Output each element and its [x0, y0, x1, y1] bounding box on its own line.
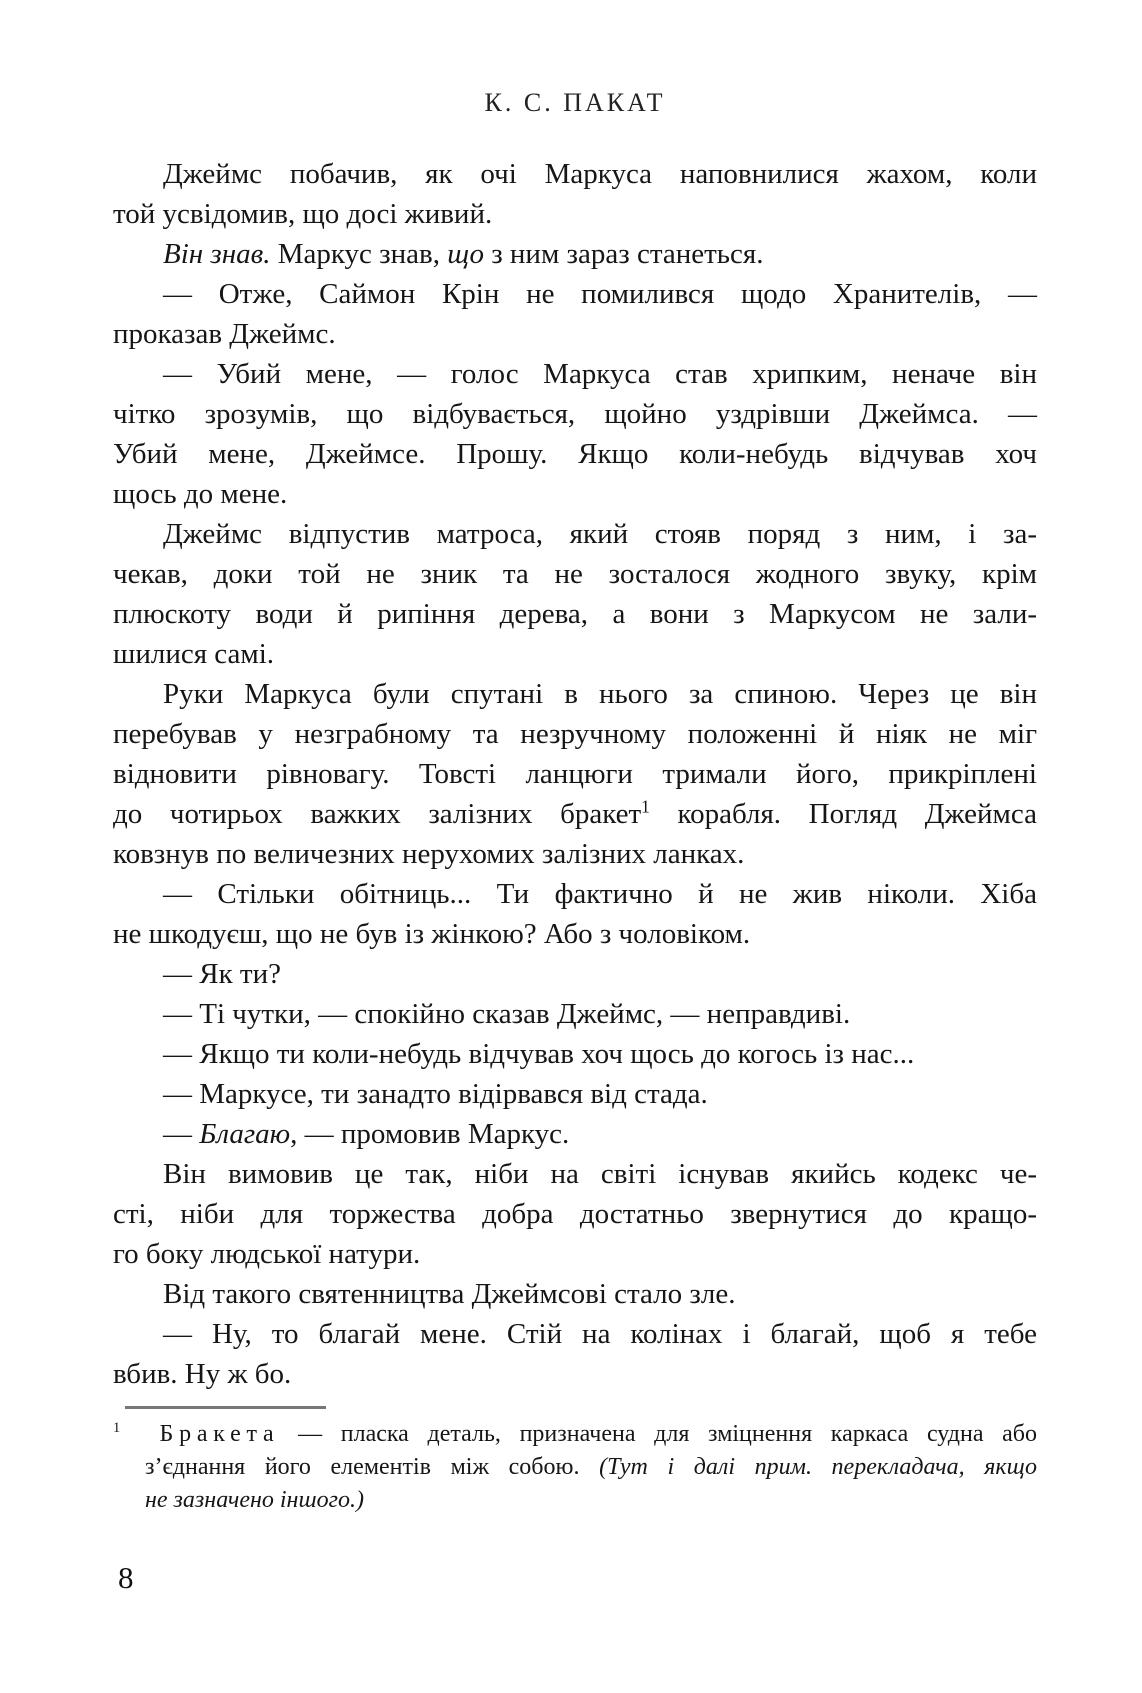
text-run: — Ті чутки, — спокійно сказав Джеймс, — неправдиві. — [163, 998, 851, 1030]
text-run: корабля. Погляд Джеймса — [649, 798, 1037, 830]
text-run: перебував у незграбному та незручному положенні й ніяк не міг — [113, 718, 1037, 750]
body-text — [113, 154, 1037, 1394]
text-line — [113, 794, 1037, 834]
text-run: Маркус знав, — [270, 238, 448, 270]
text-run: той усвідомив, що досі живий. — [113, 198, 493, 230]
paragraph — [113, 274, 1037, 354]
text-line — [113, 394, 1037, 434]
text-line — [113, 594, 1037, 634]
text-run: Він знав. — [163, 238, 271, 270]
text-run — [122, 1421, 159, 1447]
text-run: проказав Джеймс. — [113, 318, 336, 350]
text-run: плюскоту води й рипіння дерева, а вони з Маркусом не зали- — [113, 598, 1037, 630]
text-run: — Убий мене, — голос Маркуса став хрипким, неначе він — [163, 358, 1037, 390]
text-run: Від такого святенництва Джеймсові стало зле. — [163, 1278, 736, 1310]
footnote-ref: 1 — [641, 796, 650, 817]
text-line — [113, 834, 1037, 874]
text-line — [113, 914, 1037, 954]
text-run: , — промовив Маркус. — [290, 1118, 570, 1150]
text-line — [113, 234, 1037, 274]
paragraph — [113, 1034, 1037, 1074]
paragraph — [113, 1274, 1037, 1314]
text-run: Він вимовив це так, ніби на світі існував якийсь кодекс че- — [163, 1158, 1037, 1190]
text-line — [113, 994, 1037, 1034]
running-header: К. С. ПАКАТ — [484, 88, 666, 117]
text-line — [113, 434, 1037, 474]
text-line — [113, 1114, 1037, 1154]
text-line — [113, 714, 1037, 754]
text-run: що — [447, 238, 484, 270]
footnote-line: 1 Бракета — пласка деталь, призначена для зміцнення каркаса судна або — [113, 1420, 1038, 1447]
text-line — [113, 874, 1037, 914]
text-run: чекав, доки той не зник та не зосталося жодного звуку, крім — [113, 558, 1037, 590]
text-line — [113, 314, 1037, 354]
paragraph — [113, 674, 1037, 874]
footnote-line — [145, 1484, 1037, 1517]
text-line — [113, 1154, 1037, 1194]
text-run: Джеймс відпустив матроса, який стояв поряд з ним, і за- — [163, 518, 1037, 550]
text-run: Джеймс побачив, як очі Маркуса наповнилися жахом, коли — [163, 158, 1037, 190]
text-run: — Маркусе, ти занадто відірвався від стада. — [163, 1078, 708, 1110]
text-run: вбив. Ну ж бо. — [113, 1358, 292, 1390]
text-line — [113, 1354, 1037, 1394]
text-line — [113, 1274, 1037, 1314]
page-number: 8 — [118, 1560, 134, 1595]
text-run: — Отже, Саймон Крін не помилився щодо Хранителів, — — [163, 278, 1037, 310]
text-run: сті, ніби для торжества добра достатньо звернутися до кращо- — [113, 1198, 1037, 1230]
text-line — [113, 514, 1037, 554]
text-run: — Стільки обітниць... Ти фактично й не жив ніколи. Хіба — [163, 878, 1037, 910]
text-run: ковзнув по величезних нерухомих залізних ланках. — [113, 838, 745, 870]
text-line — [113, 674, 1037, 714]
text-line — [113, 754, 1037, 794]
text-run: Бракета — [159, 1421, 280, 1447]
text-run: — Як ти? — [163, 958, 281, 990]
paragraph — [113, 1074, 1037, 1114]
page-content — [113, 0, 1037, 1693]
text-line — [113, 274, 1037, 314]
text-run: — — [163, 1118, 200, 1150]
text-run: до чотирьох важких залізних бракет — [113, 798, 642, 830]
text-run: не зазначено іншого.) — [145, 1487, 364, 1513]
paragraph — [113, 994, 1037, 1034]
footnote-line — [145, 1451, 1037, 1484]
text-run: (Тут і далі прим. перекладача, якщо — [599, 1454, 1038, 1480]
text-line — [113, 474, 1037, 514]
text-line — [113, 1034, 1037, 1074]
paragraph — [113, 154, 1037, 234]
text-line — [113, 1074, 1037, 1114]
paragraph — [113, 1154, 1037, 1274]
text-run: щось до мене. — [113, 478, 288, 510]
footnote-separator — [125, 1406, 326, 1409]
text-run: з’єднання його елементів між собою. — [145, 1454, 600, 1480]
text-run: шилися самі. — [113, 638, 275, 670]
footnote — [113, 1418, 1037, 1517]
text-line — [113, 194, 1037, 234]
text-run: відновити рівновагу. Товсті ланцюги тримали його, прикріплені — [113, 758, 1037, 790]
text-run: чітко зрозумів, що відбувається, щойно уздрівши Джеймса. — — [113, 398, 1037, 430]
text-line — [113, 954, 1037, 994]
text-run: Руки Маркуса були спутані в нього за спиною. Через це він — [163, 678, 1037, 710]
text-run: Убий мене, Джеймсе. Прошу. Якщо коли-небудь відчував хоч — [113, 438, 1037, 470]
text-line — [113, 1314, 1037, 1354]
paragraph — [113, 874, 1037, 954]
text-run: не шкодуєш, що не був із жінкою? Або з чоловіком. — [113, 918, 751, 950]
paragraph — [113, 234, 1037, 274]
text-run: го боку людської натури. — [113, 1238, 421, 1270]
text-line — [113, 1234, 1037, 1274]
text-run: — Якщо ти коли-небудь відчував хоч щось до когось із нас... — [163, 1038, 915, 1070]
paragraph — [113, 1114, 1037, 1154]
paragraph — [113, 354, 1037, 514]
text-run: — пласка деталь, призначена для зміцнення каркаса судна або — [279, 1421, 1038, 1447]
text-line — [113, 634, 1037, 674]
paragraph — [113, 514, 1037, 674]
text-line — [113, 154, 1037, 194]
paragraph — [113, 1314, 1037, 1394]
text-run: — Ну, то благай мене. Стій на колінах і благай, щоб я тебе — [163, 1318, 1037, 1350]
text-run: Благаю — [199, 1118, 291, 1150]
text-run: з ним зараз станеться. — [483, 238, 764, 270]
text-line — [113, 1194, 1037, 1234]
paragraph — [113, 954, 1037, 994]
text-line — [113, 554, 1037, 594]
text-line — [113, 354, 1037, 394]
